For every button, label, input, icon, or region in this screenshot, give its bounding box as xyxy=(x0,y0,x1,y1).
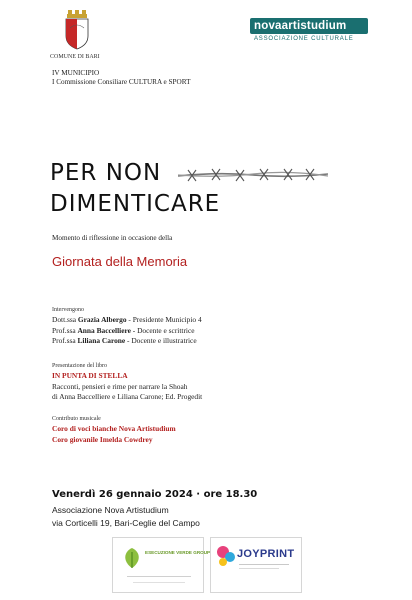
giornata-heading: Giornata della Memoria xyxy=(52,254,188,269)
speaker-row: Prof.ssa Liliana Carone - Docente e illustratrice xyxy=(52,336,197,346)
book-line2: di Anna Baccelliere e Liliana Carone; Ed. Progedit xyxy=(52,392,203,402)
speaker-name: Grazia Albergo xyxy=(77,315,127,325)
event-venue xyxy=(52,504,200,529)
venue-line2: via Corticelli 19, Bari-Ceglie del Campo xyxy=(52,517,200,528)
sponsor2-name: JOYPRINT xyxy=(237,548,295,560)
comune-di-bari-crest xyxy=(62,10,92,50)
speakers-heading: Intervengono xyxy=(52,307,84,313)
music-block xyxy=(52,414,176,445)
title-line2: DIMENTICARE xyxy=(50,191,221,217)
speakers-block xyxy=(52,305,202,347)
venue-line1: Associazione Nova Artistudium xyxy=(52,505,169,515)
title-line1: PER NON xyxy=(50,160,162,186)
municipio-block xyxy=(52,69,190,87)
book-heading: Presentazione del libro xyxy=(52,363,107,369)
crest-caption: COMUNE DI BARI xyxy=(50,54,100,60)
logo-nova-text: novaartistudium xyxy=(250,18,368,34)
event-date: Venerdì 26 gennaio 2024 · ore 18.30 xyxy=(52,489,258,500)
book-block xyxy=(52,361,202,403)
barbed-wire-icon xyxy=(178,164,328,186)
logo-nova-subtitle: ASSOCIAZIONE CULTURALE xyxy=(254,36,354,42)
sponsor1-name: ESECUZIONE VERDE GROUP xyxy=(145,550,211,555)
music-line1: Coro di voci bianche Nova Artistudium xyxy=(52,424,176,434)
book-title: IN PUNTA DI STELLA xyxy=(52,371,128,381)
municipio-line2: I Commissione Consiliare CULTURA e SPORT xyxy=(52,78,191,86)
intro-text: Momento di riflessione in occasione della xyxy=(52,234,173,242)
municipio-line1: IV MUNICIPIO xyxy=(52,69,100,77)
nova-artistudium-logo xyxy=(250,18,368,46)
speaker-name: Liliana Carone xyxy=(77,336,126,346)
speaker-name: Anna Baccelliere xyxy=(77,325,131,335)
music-heading: Contributo musicale xyxy=(52,416,101,422)
sponsor-esecuzione-verde xyxy=(112,537,211,593)
book-line1: Racconti, pensieri e rime per narrare la Shoah xyxy=(52,381,188,391)
music-line2: Coro giovanile Imelda Cowdrey xyxy=(52,434,153,444)
speaker-row: Prof.ssa Anna Baccelliere - Docente e scrittrice xyxy=(52,325,195,335)
sponsor1-logo-icon xyxy=(121,546,143,570)
speaker-row: Dott.ssa Grazia Albergo - Presidente Municipio 4 xyxy=(52,315,202,325)
sponsor-joyprint xyxy=(210,537,302,593)
